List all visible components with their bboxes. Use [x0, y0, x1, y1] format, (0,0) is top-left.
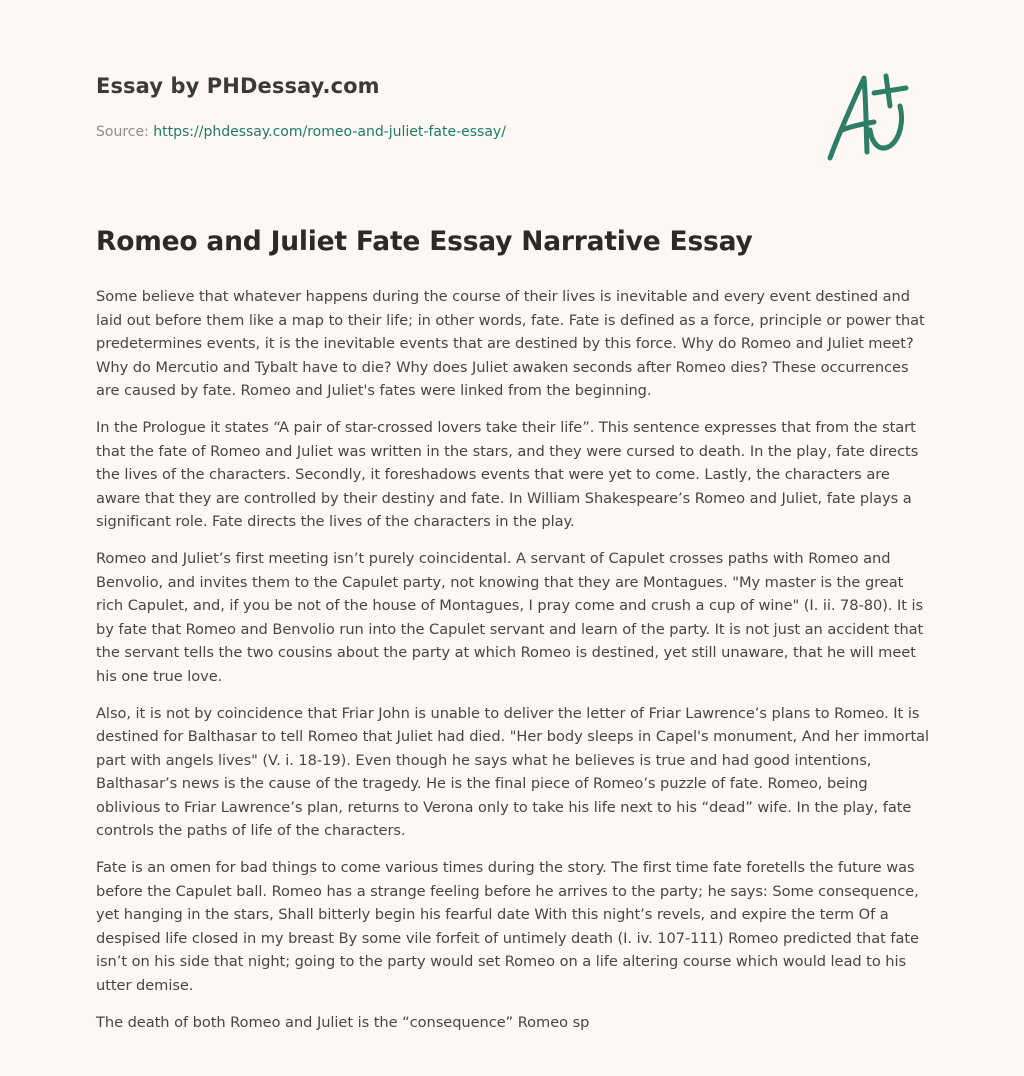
page-header [96, 74, 928, 140]
a-plus-logo-icon [820, 66, 930, 166]
paragraph-truncated: The death of both Romeo and Juliet is the “consequence” Romeo sp [96, 1013, 590, 1031]
paragraph: In the Prologue it states “A pair of star-crossed lovers take their life”. This sentence expresses that from the start that the fate of Romeo and Juliet was written in the stars, and they were cursed to death. In the play, fate directs the lives of the characters. Secondly, it foreshadows events that were yet to come. Lastly, the characters are aware that they are controlled by their destiny and fate. In William Shakespeare’s Romeo and Juliet, fate plays a significant role. Fate directs the lives of the characters in the play. [96, 418, 919, 531]
essay-title: Romeo and Juliet Fate Essay Narrative Essay [96, 226, 753, 257]
essay-body [96, 285, 932, 1047]
paragraph: Fate is an omen for bad things to come various times during the story. The first time fate foretells the future was before the Capulet ball. Romeo has a strange feeling before he arrives to the party; he says: Some consequence, yet hanging in the stars, Shall bitterly begin his fearful date With this night’s revels, and expire the term Of a despised life closed in my breast By some vile forfeit of untimely death (I. iv. 107-111) Romeo predicted that fate isn’t on his side that night; going to the party would set Romeo on a life altering course which would lead to his utter demise. [96, 859, 919, 995]
source-label: Source: [96, 124, 149, 140]
brand-title: Essay by PHDessay.com [96, 74, 380, 98]
source-line [96, 124, 506, 140]
paragraph: Romeo and Juliet’s first meeting isn’t purely coincidental. A servant of Capulet crosses paths with Romeo and Benvolio, and invites them to the Capulet party, not knowing that they are Montagues. "My master is the great rich Capulet, and, if you be not of the house of Montagues, I pray come and crush a cup of wine" (I. ii. 78-80). It is by fate that Romeo and Benvolio run into the Capulet servant and learn of the party. It is not just an accident that the servant tells the two cousins about the party at which Romeo is destined, yet still unaware, that he will meet his one true love. [96, 549, 924, 685]
source-link[interactable]: https://phdessay.com/romeo-and-juliet-fate-essay/ [153, 124, 506, 140]
paragraph: Some believe that whatever happens during the course of their lives is inevitable and every event destined and laid out before them like a map to their life; in other words, fate. Fate is defined as a force, principle or power that predetermines events, it is the inevitable events that are destined by this force. Why do Romeo and Juliet meet? Why do Mercutio and Tybalt have to die? Why does Juliet awaken seconds after Romeo dies? These occurrences are caused by fate. Romeo and Juliet's fates were linked from the beginning. [96, 288, 925, 400]
paragraph: Also, it is not by coincidence that Friar John is unable to deliver the letter of Friar Lawrence’s plans to Romeo. It is destined for Balthasar to tell Romeo that Juliet had died. "Her body sleeps in Capel's monument, And her immortal part with angels lives" (V. i. 18-19). Even though he says what he believes is true and had good intentions, Balthasar’s news is the cause of the tragedy. He is the final piece of Romeo’s puzzle of fate. Romeo, being oblivious to Friar Lawrence’s plan, returns to Verona only to take his life next to his “dead” wife. In the play, fate controls the paths of life of the characters. [96, 704, 930, 840]
